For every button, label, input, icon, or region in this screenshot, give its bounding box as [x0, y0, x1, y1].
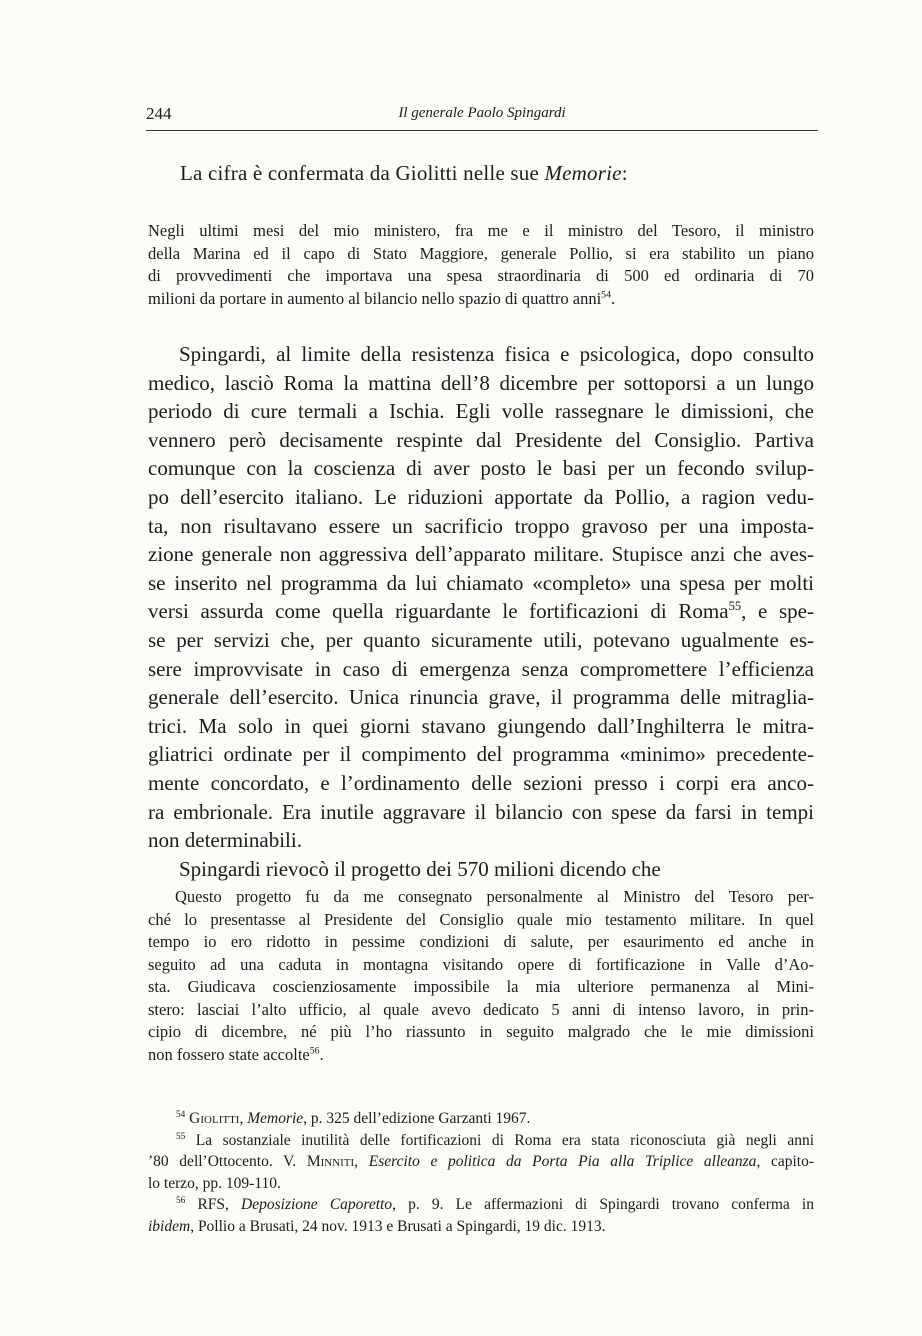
body-paragraph: Spingardi, al limite della resistenza fisica e psicologica, dopo consulto medico, lasciò Roma la mattina dell’8 dicembre per sottoporsi a un lungo periodo di cure termali a Ischia. Egli volle rassegnare le dimissioni, che vennero però decisamente respinte dal Presidente del Consiglio. Partiva comunque con la coscienza di aver posto le basi per un fecondo svilup- po dell’esercito italiano. Le riduzioni apportate da Pollio, a ragion vedu- ta, non risultavano essere un sacrificio troppo gravoso per una imposta- zione generale non aggressiva dell’apparato militare. Stupisce anzi che aves- se inserito nel programma da lui chiamato «completo» una spesa per molti versi assurda come quella riguardante le fortificazioni di Roma$^{55}$, e spe- se per servizi che, per quanto sicuramente utili, potevano ugualmente es- sere improvvisate in caso di emergenza senza compromettere l’efficienza generale dell’esercito. Unica rinuncia grave, il programma delle mitraglia- trici. Ma solo in quei giorni stavano giungendo dall’Inghilterra le mitra- gliatrici ordinate per il compimento del programma «minimo» precedente- mente concordato, e l’ordinamento delle sezioni presso i corpi era anco- ra embrionale. Era inutile aggravare il bilancio con spese da farsi in tempi non determinabili. Spingardi rievocò il progetto dei 570 milioni dicendo che [148, 340, 814, 883]
block-quote-giolitti: Negli ultimi mesi del mio ministero, fra me e il ministro del Tesoro, il ministro della Marina ed il capo di Stato Maggiore, generale Pollio, si era stabilito un piano di provvedimenti che importava una spesa straordinaria di 500 ed ordinaria di 70 milioni da portare in aumento al bilancio nello spazio di quattro anni$^{54}$. [148, 221, 814, 308]
footnote-55: $^{55}$ La sostanziale inutilità delle fortificazioni di Roma era stata riconosciuta già negli anni [176, 1131, 815, 1149]
footnote-54: $^{54}$ Giolitti, Memorie, p. 325 dell’edizione Garzanti 1967. [176, 1109, 531, 1127]
footnote-ref-55[interactable]: 55 [728, 599, 742, 614]
footnote-56: $^{56}$ RFS, Deposizione Caporetto, p. 9. Le affermazioni di Spingardi trovano conferma in [176, 1195, 814, 1213]
footnote-ref-56[interactable]: 56 [309, 1045, 320, 1056]
intro-italic: Memorie [544, 161, 622, 185]
intro-sentence: La cifra è confermata da Giolitti nelle sue Memorie: [180, 161, 628, 185]
running-header [146, 104, 818, 131]
footnotes: $^{54}$ Giolitti, Memorie, p. 325 dell’edizione Garzanti 1967. $^{55}$ La sostanziale inutilità delle fortificazioni di Roma era stata riconosciuta già negli anni ’80 dell’Ottocento. V. Minniti, Esercito e politica da Porta Pia alla Triplice alleanza, capito- lo terzo, pp. 109-110. $^{56}$ RFS, Deposizione Caporetto, p. 9. Le affermazioni di Spingardi trovano conferma in ibidem, Pollio a Brusati, 24 nov. 1913 e Brusati a Spingardi, 19 dic. 1913. [148, 1109, 815, 1235]
block-quote-spingardi: Questo progetto fu da me consegnato personalmente al Ministro del Tesoro per- ché lo presentasse al Presidente del Consiglio quale mio testamento militare. In quel tempo io ero ridotto in pessime condizioni di salute, per esaurimento ed anche in seguito ad una caduta in montagna visitando opere di fortificazione in Valle d’Ao- sta. Giudicava coscienziosamente impossibile la mia ulteriore permanenza al Mini- stero: lasciai l’alto ufficio, al quale avevo dedicato 5 anni di intenso lavoro, in prin- cipio di dicembre, né più l’ho riassunto in seguito malgrado che le mie dimissioni non fossero state accolte$^{56}$. [148, 887, 814, 1064]
page-number: 244 [146, 104, 172, 123]
running-title: Il generale Paolo Spingardi [398, 105, 566, 121]
second-paragraph: Spingardi rievocò il progetto dei 570 milioni dicendo che [179, 856, 661, 881]
footnote-ref-54[interactable]: 54 [601, 289, 612, 300]
